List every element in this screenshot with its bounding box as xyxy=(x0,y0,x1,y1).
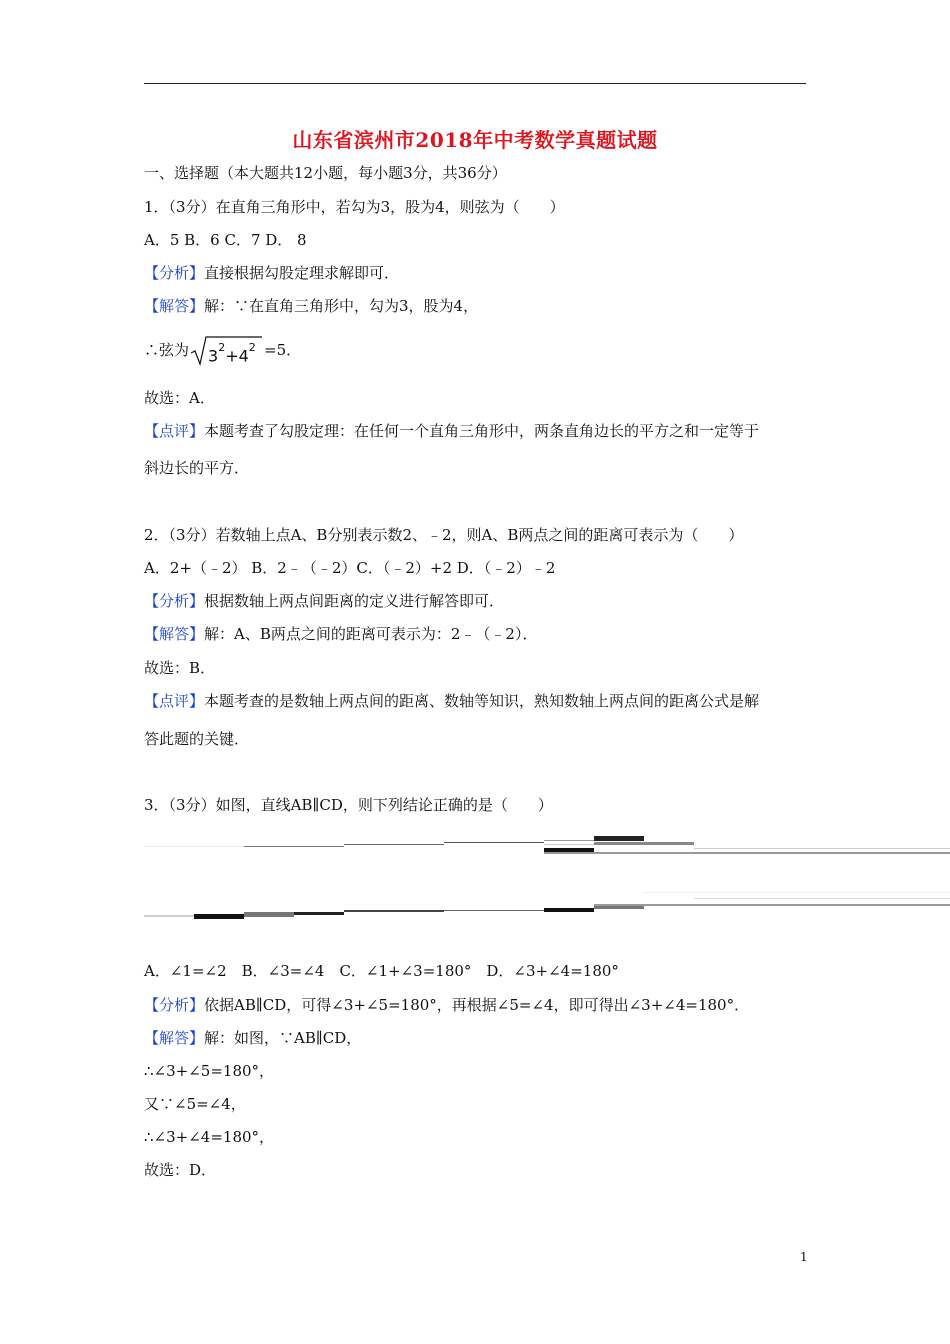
answer-tag: 【解答】 xyxy=(144,625,205,643)
document-title: 山东省滨州市2018年中考数学真题试题 xyxy=(292,128,658,152)
answer-tag: 【解答】 xyxy=(144,1029,205,1047)
q3-choice: 故选：D． xyxy=(144,1161,217,1179)
q2-comment xyxy=(144,691,759,711)
q2-options: A．2+（﹣2） B．2﹣（﹣2）C．（﹣2）+2 D．（﹣2）﹣2 xyxy=(144,559,556,577)
q1-step xyxy=(144,336,301,366)
q2-comment-cont: 答此题的关键． xyxy=(144,730,250,748)
square-root-expression xyxy=(190,336,264,366)
page-number: 1 xyxy=(800,1250,808,1264)
q3-answer xyxy=(144,1028,361,1048)
comment-tag: 【点评】 xyxy=(144,422,205,440)
q3-analysis-text: 依据AB∥CD，可得∠3+∠5=180°，再根据∠5=∠4，即可得出∠3+∠4=180°． xyxy=(204,996,750,1014)
q2-comment-text: 本题考查的是数轴上两点间的距离、数轴等知识，熟知数轴上两点间的距离公式是解 xyxy=(204,692,760,710)
comment-tag: 【点评】 xyxy=(144,692,205,710)
q1-step-suffix: =5． xyxy=(264,341,302,359)
q1-answer-text: 解：∵在直角三角形中，勾为3，股为4， xyxy=(204,297,479,315)
q1-comment xyxy=(144,421,759,441)
q1-comment-cont: 斜边长的平方． xyxy=(144,459,250,477)
q1-answer xyxy=(144,296,478,316)
q3-question: 3．（3分）如图，直线AB∥CD，则下列结论正确的是（ ） xyxy=(144,796,553,814)
analysis-tag: 【分析】 xyxy=(144,996,205,1014)
section-heading: 一、选择题（本大题共12小题，每小题3分，共36分） xyxy=(144,164,507,182)
q3-step3: ∴∠3+∠4=180°， xyxy=(144,1128,275,1146)
q3-options: A．∠1=∠2 B．∠3=∠4 C．∠1+∠3=180° D．∠3+∠4=180° xyxy=(144,962,619,980)
answer-tag: 【解答】 xyxy=(144,297,205,315)
q2-answer-text: 解：A、B两点之间的距离可表示为：2﹣（﹣2）． xyxy=(204,625,538,643)
q1-choice: 故选：A． xyxy=(144,389,215,407)
analysis-tag: 【分析】 xyxy=(144,264,205,282)
q3-step2: 又∵∠5=∠4， xyxy=(144,1095,246,1113)
line-ab xyxy=(144,836,950,854)
q2-answer xyxy=(144,624,537,644)
parallel-lines-figure xyxy=(144,830,950,925)
q1-analysis-text: 直接根据勾股定理求解即可． xyxy=(204,264,400,282)
q1-options: A．5 B．6 C．7 D． 8 xyxy=(144,231,307,249)
q1-analysis xyxy=(144,263,399,283)
q2-analysis xyxy=(144,591,504,611)
q1-step-prefix: ∴弦为 xyxy=(144,341,190,359)
q3-step1: ∴∠3+∠5=180°， xyxy=(144,1062,275,1080)
header-rule xyxy=(144,83,806,84)
q2-question: 2．（3分）若数轴上点A、B分别表示数2、﹣2，则A、B两点之间的距离可表示为（ ） xyxy=(144,526,744,544)
q1-comment-text: 本题考查了勾股定理：在任何一个直角三角形中，两条直角边长的平方之和一定等于 xyxy=(204,422,760,440)
q2-choice: 故选：B． xyxy=(144,659,216,677)
q3-answer-text: 解：如图，∵AB∥CD， xyxy=(204,1029,362,1047)
radicand: $3^2+4^2$ xyxy=(208,341,256,366)
analysis-tag: 【分析】 xyxy=(144,592,205,610)
q3-analysis xyxy=(144,995,749,1015)
q1-question: 1．（3分）在直角三角形中，若勾为3，股为4，则弦为（ ） xyxy=(144,198,565,216)
q2-analysis-text: 根据数轴上两点间距离的定义进行解答即可． xyxy=(204,592,505,610)
line-cd xyxy=(144,892,950,919)
